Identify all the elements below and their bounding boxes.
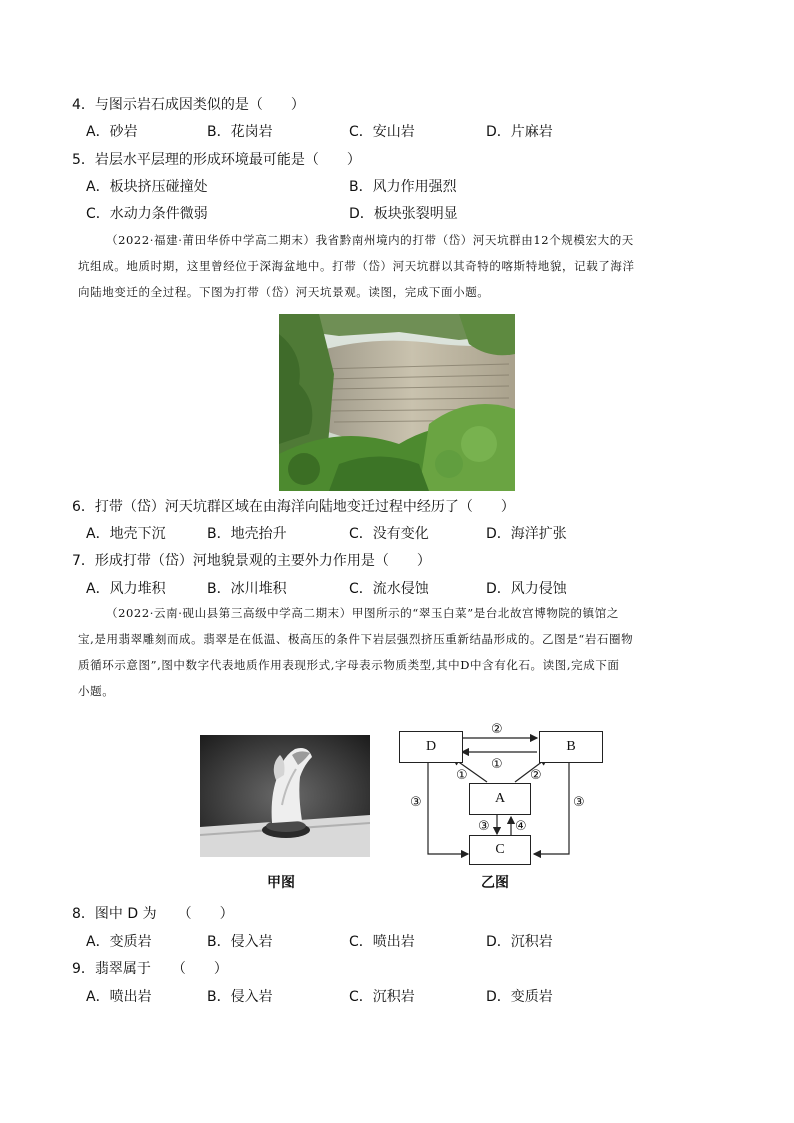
figure-caption-jia: 甲图 (267, 875, 295, 891)
question-5-option-d: D．板块张裂明显 (349, 206, 458, 222)
question-8-option-b: B．侵入岩 (207, 934, 273, 950)
question-7-option-b: B．冰川堆积 (207, 581, 287, 597)
diagram-box-d: D (399, 731, 463, 763)
diagram-label-c-to-a: ④ (515, 819, 527, 834)
intro-1-line: （2022·福建·莆田华侨中学高二期末）我省黔南州境内的打带（岱）河天坑群由12个规模宏大的天 (106, 233, 634, 247)
intro-paragraph-2 (78, 600, 724, 704)
question-5-option-b: B．风力作用强烈 (349, 179, 457, 195)
diagram-label-right-side: ③ (573, 795, 585, 810)
question-6-option-b: B．地壳抬升 (207, 526, 287, 542)
intro-1-line: 向陆地变迁的全过程。下图为打带（岱）河天坑景观。读图，完成下面小题。 (78, 285, 490, 299)
diagram-label-left-side: ③ (410, 795, 422, 810)
question-9-option-c: C．沉积岩 (349, 989, 415, 1005)
question-6-option-d: D．海洋扩张 (486, 526, 567, 542)
diagram-label-right-diagonal: ② (530, 768, 542, 783)
tiankeng-landscape-photo (279, 314, 515, 491)
question-7-option-c: C．流水侵蚀 (349, 581, 429, 597)
intro-2-line: （2022·云南·砚山县第三高级中学高二期末）甲图所示的“翠玉白菜”是台北故宫博物院的镇馆之 (106, 606, 619, 620)
jade-cabbage-photo (200, 735, 370, 857)
diagram-box-a: A (469, 783, 531, 815)
question-5-stem: 5．岩层水平层理的形成环境最可能是（ ） (72, 152, 361, 168)
question-9-option-a: A．喷出岩 (86, 989, 152, 1005)
question-6-stem: 6．打带（岱）河天坑群区域在由海洋向陆地变迁过程中经历了（ ） (72, 499, 515, 515)
question-8-stem: 8．图中 D 为 （ ） (72, 906, 234, 922)
intro-2-line: 宝,是用翡翠雕刻而成。翡翠是在低温、极高压的条件下岩层强烈挤压重新结晶形成的。乙图是“岩石圈物 (78, 632, 634, 646)
question-4-option-a: A．砂岩 (86, 124, 138, 140)
question-7-stem: 7．形成打带（岱）河地貌景观的主要外力作用是（ ） (72, 553, 431, 569)
intro-2-line: 小题。 (78, 684, 115, 698)
diagram-label-top: ② (491, 722, 503, 737)
question-5-option-a: A．板块挤压碰撞处 (86, 179, 208, 195)
question-6-option-a: A．地壳下沉 (86, 526, 166, 542)
question-4-option-c: C．安山岩 (349, 124, 415, 140)
question-5-option-c: C．水动力条件微弱 (86, 206, 208, 222)
question-4-option-b: B．花岗岩 (207, 124, 273, 140)
question-9-stem: 9．翡翠属于 （ ） (72, 961, 228, 977)
question-4-option-d: D．片麻岩 (486, 124, 553, 140)
figure-caption-yi: 乙图 (481, 875, 509, 891)
intro-1-line: 坑组成。地质时期，这里曾经位于深海盆地中。打带（岱）河天坑群以其奇特的喀斯特地貌，记载了海洋 (78, 259, 635, 273)
question-7-option-d: D．风力侵蚀 (486, 581, 567, 597)
diagram-label-left-diagonal: ① (456, 768, 468, 783)
diagram-box-b: B (539, 731, 603, 763)
question-6-option-c: C．没有变化 (349, 526, 429, 542)
question-9-option-b: B．侵入岩 (207, 989, 273, 1005)
intro-2-line: 质循环示意图”,图中数字代表地质作用表现形式,字母表示物质类型,其中D中含有化石。读图,完成下面 (78, 658, 620, 672)
question-7-option-a: A．风力堆积 (86, 581, 166, 597)
question-8-option-c: C．喷出岩 (349, 934, 415, 950)
diagram-label-a-to-c: ③ (478, 819, 490, 834)
diagram-label-mid: ① (491, 757, 503, 772)
question-8-option-d: D．沉积岩 (486, 934, 553, 950)
diagram-box-c: C (469, 835, 531, 865)
intro-paragraph-1 (78, 227, 724, 305)
question-8-option-a: A．变质岩 (86, 934, 152, 950)
question-9-option-d: D．变质岩 (486, 989, 553, 1005)
question-4-stem: 4．与图示岩石成因类似的是（ ） (72, 97, 305, 113)
